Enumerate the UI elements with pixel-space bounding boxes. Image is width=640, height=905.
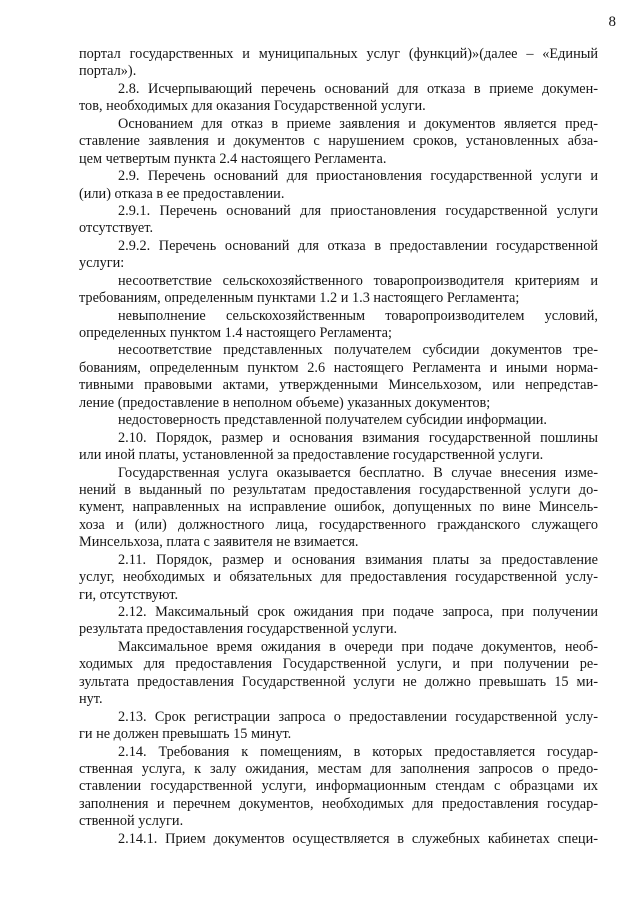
text-line: отсутствует. [79,220,154,237]
text-line: 2.14.1. Прием документов осуществляется в служебных кабинетах специ- [118,830,598,847]
text-line: требованиям, определенным пунктами 1.2 и 1.3 настоящего Регламента; [79,290,520,307]
text-line: ги не должен превышать 15 минут. [79,726,292,743]
text-line: 2.10. Порядок, размер и основания взимания государственной пошлины [118,429,598,446]
text-line: несоответствие представленных получателем субсидии документов тре- [118,342,598,359]
text-line: Основанием для отказ в приеме заявления и документов является пред- [118,115,598,132]
text-line: ление (предоставление в неполном объеме) указанных документов; [79,394,491,411]
text-line: ставлении государственной услуги, информационным стендам с образцами их [79,778,598,795]
page-number: 8 [608,14,616,30]
document-body [79,46,598,848]
text-line: Минсельхоза, плата с заявителя не взимается. [79,534,359,551]
text-line: ги, отсутствуют. [79,586,179,603]
text-line: 2.9. Перечень оснований для приостановления государственной услуги и [118,168,598,185]
text-line: 2.9.1. Перечень оснований для приостановления государственной услуги [118,202,598,219]
text-line: Государственная услуга оказывается бесплатно. В случае внесения изме- [118,464,598,481]
text-line: услуги: [79,255,125,272]
text-line: ставление заявления и документов с нарушением сроков, установленных абза- [79,133,598,150]
text-line: ственной услуги. [79,813,184,830]
text-line: 2.14. Требования к помещениям, в которых предоставляется государ- [118,743,598,760]
text-line: результата предоставления государственной услуги. [79,621,398,638]
text-line: портал»). [79,63,137,80]
text-line: услуг, необходимых и обязательных для предоставления государственной услу- [79,569,598,586]
text-line: Максимальное время ожидания в очереди при подаче документов, необ- [118,638,598,655]
text-line: 2.11. Порядок, размер и основания взимания платы за предоставление [118,551,598,568]
text-line: тов, необходимых для оказания Государственной услуги. [79,98,426,115]
text-line: нений в выданный по результатам предоставления государственной услуги до- [79,481,598,498]
text-line: невыполнение сельскохозяйственным товаропроизводителем условий, [118,307,598,324]
text-line: цем четвертым пункта 2.4 настоящего Регламента. [79,150,387,167]
text-line: 2.8. Исчерпывающий перечень оснований для отказа в приеме докумен- [118,80,598,97]
text-line: ходимых для предоставления Государственной услуги, и при получении ре- [79,656,598,673]
text-line: (или) отказа в ее предоставлении. [79,185,285,202]
text-line: определенных пунктом 1.4 настоящего Регламента; [79,325,392,341]
text-line: бованиям, определенным пунктом 2.6 настоящего Регламента и иными норма- [79,359,598,376]
text-line: ственная услуга, к залу ожидания, местам для заполнения запросов о предо- [79,760,598,777]
text-line: 2.9.2. Перечень оснований для отказа в предоставлении государственной [118,237,598,254]
text-line: кумент, направленных на исправление ошибок, допущенных по вине Минсель- [79,499,598,516]
text-line: 2.12. Максимальный срок ожидания при подаче запроса, при получении [118,604,598,620]
text-line: портал государственных и муниципальных услуг (функций)»(далее – «Единый [79,46,598,62]
text-line: заполнения и перечнем документов, необходимых для предоставления государ- [79,795,598,812]
text-line: или иной платы, установленной за предоставление государственной услуги. [79,447,544,464]
text-line: недостоверность представленной получателем субсидии информации. [118,412,547,429]
text-line: зультата предоставления Государственной услуги не должно превышать 15 ми- [79,673,598,690]
text-line: 2.13. Срок регистрации запроса о предоставлении государственной услу- [118,708,598,725]
text-line: нут. [79,691,103,708]
text-line: несоответствие сельскохозяйственного товаропроизводителя критериям и [118,272,598,289]
text-line: хоза и (или) должностного лица, государственного гражданского служащего [79,516,598,533]
text-line: тивными правовыми актами, утвержденными Минсельхозом, или непредстав- [79,377,598,394]
